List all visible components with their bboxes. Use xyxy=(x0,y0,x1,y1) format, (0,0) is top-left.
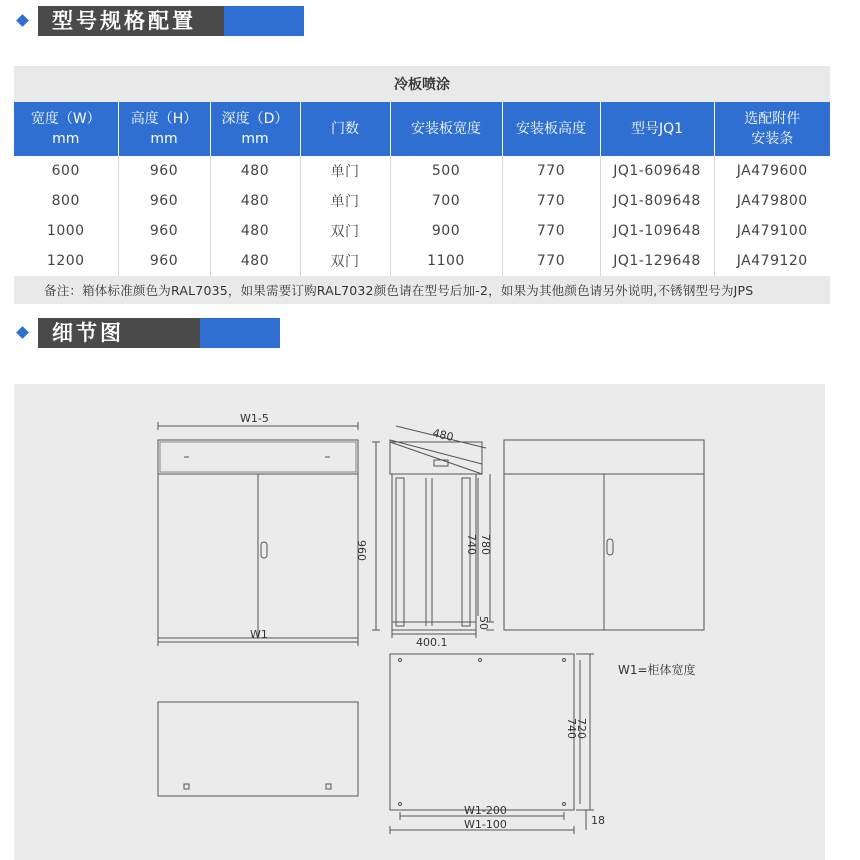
table-cell: JQ1-129648 xyxy=(600,246,714,276)
front-view-right xyxy=(504,440,704,630)
table-cell: 500 xyxy=(390,156,502,186)
header-blue-bar xyxy=(224,6,304,36)
detail-section-header xyxy=(14,318,294,348)
table-cell: 1100 xyxy=(390,246,502,276)
table-cell: 960 xyxy=(118,156,210,186)
header-subline: mm xyxy=(52,131,80,147)
table-cell: 960 xyxy=(118,186,210,216)
technical-drawing xyxy=(14,384,825,860)
dim-side-inner-740: 740 xyxy=(465,534,478,555)
header-line: 门数 xyxy=(331,121,359,137)
table-header-cell xyxy=(502,102,600,156)
dim-side-inner-780: 780 xyxy=(479,534,492,555)
side-view xyxy=(372,426,494,638)
table-header-cell xyxy=(600,102,714,156)
header-subline: 安装条 xyxy=(751,131,794,147)
table-cell: 770 xyxy=(502,156,600,186)
dim-plate-width-outer: W1-100 xyxy=(464,818,507,831)
table-cell: 480 xyxy=(210,246,300,276)
drawing-legend: W1=柜体宽度 xyxy=(618,663,696,677)
table-cell: JQ1-809648 xyxy=(600,186,714,216)
diamond-bullet-icon xyxy=(16,326,29,339)
table-cell: 双门 xyxy=(300,216,390,246)
table-cell: 600 xyxy=(14,156,118,186)
table-header-cell xyxy=(14,102,118,156)
dim-side-depth: 480 xyxy=(431,426,455,444)
table-cell: 1000 xyxy=(14,216,118,246)
header-line: 型号JQ1 xyxy=(630,121,684,137)
front-view xyxy=(158,422,358,646)
table-cell: 480 xyxy=(210,186,300,216)
table-cell: JA479600 xyxy=(736,163,808,179)
table-cell: 双门 xyxy=(300,246,390,276)
detail-drawing-panel xyxy=(14,384,825,860)
table-cell: 960 xyxy=(118,216,210,246)
spec-table xyxy=(14,66,830,304)
header-line: 选配附件 xyxy=(744,111,801,127)
table-header-cell xyxy=(714,102,830,156)
table-cell: 700 xyxy=(390,186,502,216)
header-blue-bar xyxy=(200,318,280,348)
table-cell: 480 xyxy=(210,156,300,186)
table-note: 备注：箱体标准颜色为RAL7035，如果需要订购RAL7032颜色请在型号后加-2，如果为其他颜色请另外说明,不锈钢型号为JPS xyxy=(14,276,830,304)
header-line: 安装板高度 xyxy=(516,121,586,137)
table-header-row xyxy=(14,102,830,156)
table-cell: JA479800 xyxy=(736,193,808,209)
dim-side-height: 960 xyxy=(355,540,368,561)
table-cell: 480 xyxy=(210,216,300,246)
header-line: 安装板宽度 xyxy=(411,121,481,137)
bottom-view xyxy=(158,702,358,796)
dim-plate-offset: 18 xyxy=(591,814,605,827)
spec-section-header xyxy=(14,6,314,36)
table-cell: 1200 xyxy=(14,246,118,276)
table-cell: 770 xyxy=(502,216,600,246)
table-cell: JQ1-109648 xyxy=(600,216,714,246)
table-row xyxy=(14,186,830,216)
table-header-cell xyxy=(390,102,502,156)
diamond-bullet-icon xyxy=(16,14,29,27)
table-cell: 770 xyxy=(502,186,600,216)
dim-plate-width-inner: W1-200 xyxy=(464,804,507,817)
table-cell: JA479100 xyxy=(736,223,808,239)
table-cell: 800 xyxy=(14,186,118,216)
table-cell: JA479120 xyxy=(736,253,808,269)
dim-plate-height-outer: 740 xyxy=(565,718,578,739)
header-subline: mm xyxy=(150,131,178,147)
table-header-cell xyxy=(210,102,300,156)
dim-plate-height-inner: 720 xyxy=(575,718,588,739)
table-header-cell xyxy=(118,102,210,156)
header-line: 深度（D） xyxy=(221,111,289,127)
dim-front-top-width: W1-5 xyxy=(240,412,269,425)
table-caption: 冷板喷涂 xyxy=(14,66,830,102)
table-cell: JQ1-609648 xyxy=(600,156,714,186)
table-row xyxy=(14,156,830,186)
table-header-cell xyxy=(300,102,390,156)
header-line: 宽度（W） xyxy=(30,111,101,127)
dim-side-bottom-width: 400.1 xyxy=(416,636,448,649)
dim-front-bottom-width: W1 xyxy=(250,628,268,641)
table-cell: 单门 xyxy=(300,186,390,216)
header-line: 高度（H） xyxy=(130,111,198,127)
table-row xyxy=(14,246,830,276)
header-subline: mm xyxy=(241,131,269,147)
table-cell: 770 xyxy=(502,246,600,276)
table-row xyxy=(14,216,830,246)
dim-side-base: 50 xyxy=(477,616,490,630)
table-cell: 960 xyxy=(118,246,210,276)
detail-section-title: 细节图 xyxy=(52,321,124,345)
spec-section-title: 型号规格配置 xyxy=(52,9,196,33)
table-cell: 900 xyxy=(390,216,502,246)
table-cell: 单门 xyxy=(300,156,390,186)
